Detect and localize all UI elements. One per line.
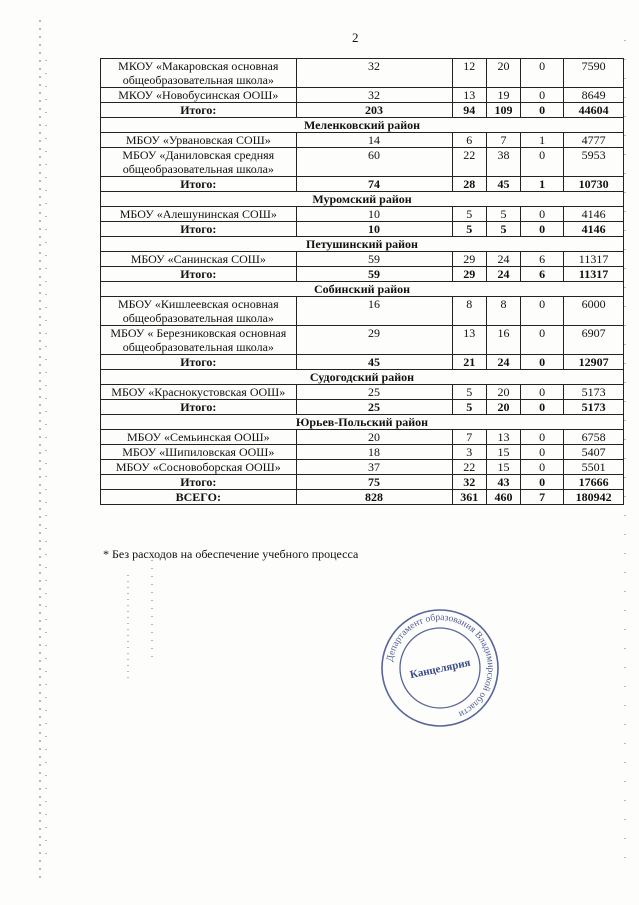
value-cell: 0: [521, 475, 564, 490]
value-cell: 203: [296, 103, 452, 118]
district-header-row: [101, 237, 624, 252]
total-row: [101, 475, 624, 490]
district-name: Судогодский район: [101, 370, 624, 385]
district-header-row: [101, 192, 624, 207]
school-name-cell: Итого:: [101, 222, 297, 237]
value-cell: 109: [486, 103, 520, 118]
office-stamp: [378, 606, 502, 730]
value-cell: 0: [521, 103, 564, 118]
value-cell: 29: [452, 252, 486, 267]
amount-cell: 5501: [564, 460, 624, 475]
amount-cell: 5173: [564, 400, 624, 415]
total-row: [101, 400, 624, 415]
amount-cell: 4146: [564, 207, 624, 222]
value-cell: 59: [296, 267, 452, 282]
value-cell: 0: [521, 148, 564, 177]
value-cell: 37: [296, 460, 452, 475]
value-cell: 13: [452, 88, 486, 103]
value-cell: 38: [486, 148, 520, 177]
value-cell: 7: [486, 133, 520, 148]
value-cell: 20: [486, 59, 520, 88]
school-name-cell: МБОУ «Даниловская средняя общеобразовательная школа»: [101, 148, 297, 177]
value-cell: 59: [296, 252, 452, 267]
school-name-cell: МБОУ « Березниковская основная общеобразовательная школа»: [101, 326, 297, 355]
value-cell: 20: [486, 385, 520, 400]
value-cell: 0: [521, 400, 564, 415]
value-cell: 14: [296, 133, 452, 148]
school-name-cell: МБОУ «Семьинская ООШ»: [101, 430, 297, 445]
school-row: [101, 326, 624, 355]
amount-cell: 12907: [564, 355, 624, 370]
value-cell: 15: [486, 460, 520, 475]
school-name-cell: Итого:: [101, 177, 297, 192]
amount-cell: 5407: [564, 445, 624, 460]
value-cell: 460: [486, 490, 520, 505]
school-row: [101, 385, 624, 400]
value-cell: 75: [296, 475, 452, 490]
school-row: [101, 59, 624, 88]
value-cell: 361: [452, 490, 486, 505]
footnote: * Без расходов на обеспечение учебного процесса: [103, 547, 359, 561]
value-cell: 5: [486, 207, 520, 222]
district-name: Юрьев-Польский район: [101, 415, 624, 430]
school-name-cell: МБОУ «Шипиловская ООШ»: [101, 445, 297, 460]
school-name-cell: МКОУ «Новобусинская ООШ»: [101, 88, 297, 103]
value-cell: 32: [452, 475, 486, 490]
school-name-cell: МБОУ «Кишлеевская основная общеобразовательная школа»: [101, 297, 297, 326]
value-cell: 3: [452, 445, 486, 460]
value-cell: 24: [486, 267, 520, 282]
total-row: [101, 490, 624, 505]
amount-cell: 10730: [564, 177, 624, 192]
district-name: Меленковский район: [101, 118, 624, 133]
school-row: [101, 207, 624, 222]
amount-cell: 5173: [564, 385, 624, 400]
value-cell: 32: [296, 59, 452, 88]
value-cell: 25: [296, 400, 452, 415]
school-row: [101, 297, 624, 326]
school-name-cell: Итого:: [101, 355, 297, 370]
value-cell: 43: [486, 475, 520, 490]
value-cell: 60: [296, 148, 452, 177]
district-header-row: [101, 282, 624, 297]
amount-cell: 7590: [564, 59, 624, 88]
value-cell: 1: [521, 177, 564, 192]
value-cell: 21: [452, 355, 486, 370]
school-name-cell: МБОУ «Урвановская СОШ»: [101, 133, 297, 148]
school-name-cell: ВСЕГО:: [101, 490, 297, 505]
amount-cell: 11317: [564, 267, 624, 282]
value-cell: 1: [521, 133, 564, 148]
amount-cell: 180942: [564, 490, 624, 505]
value-cell: 74: [296, 177, 452, 192]
school-name-cell: МБОУ «Сосновоборская ООШ»: [101, 460, 297, 475]
value-cell: 19: [486, 88, 520, 103]
value-cell: 7: [452, 430, 486, 445]
district-header-row: [101, 415, 624, 430]
value-cell: 29: [452, 267, 486, 282]
school-row: [101, 445, 624, 460]
school-name-cell: Итого:: [101, 267, 297, 282]
value-cell: 0: [521, 430, 564, 445]
total-row: [101, 267, 624, 282]
school-name-cell: МБОУ «Алешунинская СОШ»: [101, 207, 297, 222]
school-row: [101, 133, 624, 148]
stamp-ring-text: Департамент образования Владимирской области: [385, 612, 496, 719]
value-cell: 13: [452, 326, 486, 355]
district-name: Муромский район: [101, 192, 624, 207]
school-row: [101, 430, 624, 445]
district-header-row: [101, 118, 624, 133]
school-row: [101, 88, 624, 103]
value-cell: 20: [486, 400, 520, 415]
total-row: [101, 355, 624, 370]
schools-table: [100, 58, 624, 505]
value-cell: 0: [521, 460, 564, 475]
amount-cell: 6000: [564, 297, 624, 326]
value-cell: 5: [452, 385, 486, 400]
stamp-center-text: Канцелярия: [408, 656, 472, 682]
value-cell: 0: [521, 59, 564, 88]
value-cell: 28: [452, 177, 486, 192]
value-cell: 15: [486, 445, 520, 460]
school-row: [101, 460, 624, 475]
value-cell: 5: [486, 222, 520, 237]
total-row: [101, 177, 624, 192]
value-cell: 32: [296, 88, 452, 103]
value-cell: 5: [452, 207, 486, 222]
school-row: [101, 252, 624, 267]
value-cell: 45: [296, 355, 452, 370]
value-cell: 8: [452, 297, 486, 326]
value-cell: 0: [521, 207, 564, 222]
value-cell: 18: [296, 445, 452, 460]
value-cell: 8: [486, 297, 520, 326]
value-cell: 0: [521, 445, 564, 460]
value-cell: 6: [521, 267, 564, 282]
page-number: 2: [352, 30, 359, 45]
school-row: [101, 148, 624, 177]
value-cell: 0: [521, 88, 564, 103]
amount-cell: 4777: [564, 133, 624, 148]
total-row: [101, 222, 624, 237]
total-row: [101, 103, 624, 118]
value-cell: 22: [452, 460, 486, 475]
value-cell: 45: [486, 177, 520, 192]
value-cell: 6: [452, 133, 486, 148]
amount-cell: 5953: [564, 148, 624, 177]
amount-cell: 44604: [564, 103, 624, 118]
amount-cell: 8649: [564, 88, 624, 103]
school-name-cell: МБОУ «Краснокустовская ООШ»: [101, 385, 297, 400]
value-cell: 29: [296, 326, 452, 355]
value-cell: 0: [521, 222, 564, 237]
school-name-cell: Итого:: [101, 475, 297, 490]
value-cell: 20: [296, 430, 452, 445]
value-cell: 13: [486, 430, 520, 445]
amount-cell: 11317: [564, 252, 624, 267]
value-cell: 6: [521, 252, 564, 267]
value-cell: 22: [452, 148, 486, 177]
school-name-cell: Итого:: [101, 400, 297, 415]
district-name: Петушинский район: [101, 237, 624, 252]
value-cell: 0: [521, 355, 564, 370]
district-header-row: [101, 370, 624, 385]
value-cell: 7: [521, 490, 564, 505]
value-cell: 10: [296, 207, 452, 222]
value-cell: 828: [296, 490, 452, 505]
amount-cell: 17666: [564, 475, 624, 490]
value-cell: 0: [521, 297, 564, 326]
value-cell: 10: [296, 222, 452, 237]
amount-cell: 6907: [564, 326, 624, 355]
value-cell: 24: [486, 252, 520, 267]
amount-cell: 4146: [564, 222, 624, 237]
value-cell: 0: [521, 385, 564, 400]
value-cell: 25: [296, 385, 452, 400]
value-cell: 94: [452, 103, 486, 118]
school-name-cell: МКОУ «Макаровская основная общеобразовательная школа»: [101, 59, 297, 88]
amount-cell: 6758: [564, 430, 624, 445]
district-name: Собинский район: [101, 282, 624, 297]
value-cell: 5: [452, 222, 486, 237]
value-cell: 16: [296, 297, 452, 326]
value-cell: 12: [452, 59, 486, 88]
school-name-cell: Итого:: [101, 103, 297, 118]
table-body: [101, 59, 624, 505]
value-cell: 0: [521, 326, 564, 355]
value-cell: 16: [486, 326, 520, 355]
school-name-cell: МБОУ «Санинская СОШ»: [101, 252, 297, 267]
value-cell: 5: [452, 400, 486, 415]
value-cell: 24: [486, 355, 520, 370]
